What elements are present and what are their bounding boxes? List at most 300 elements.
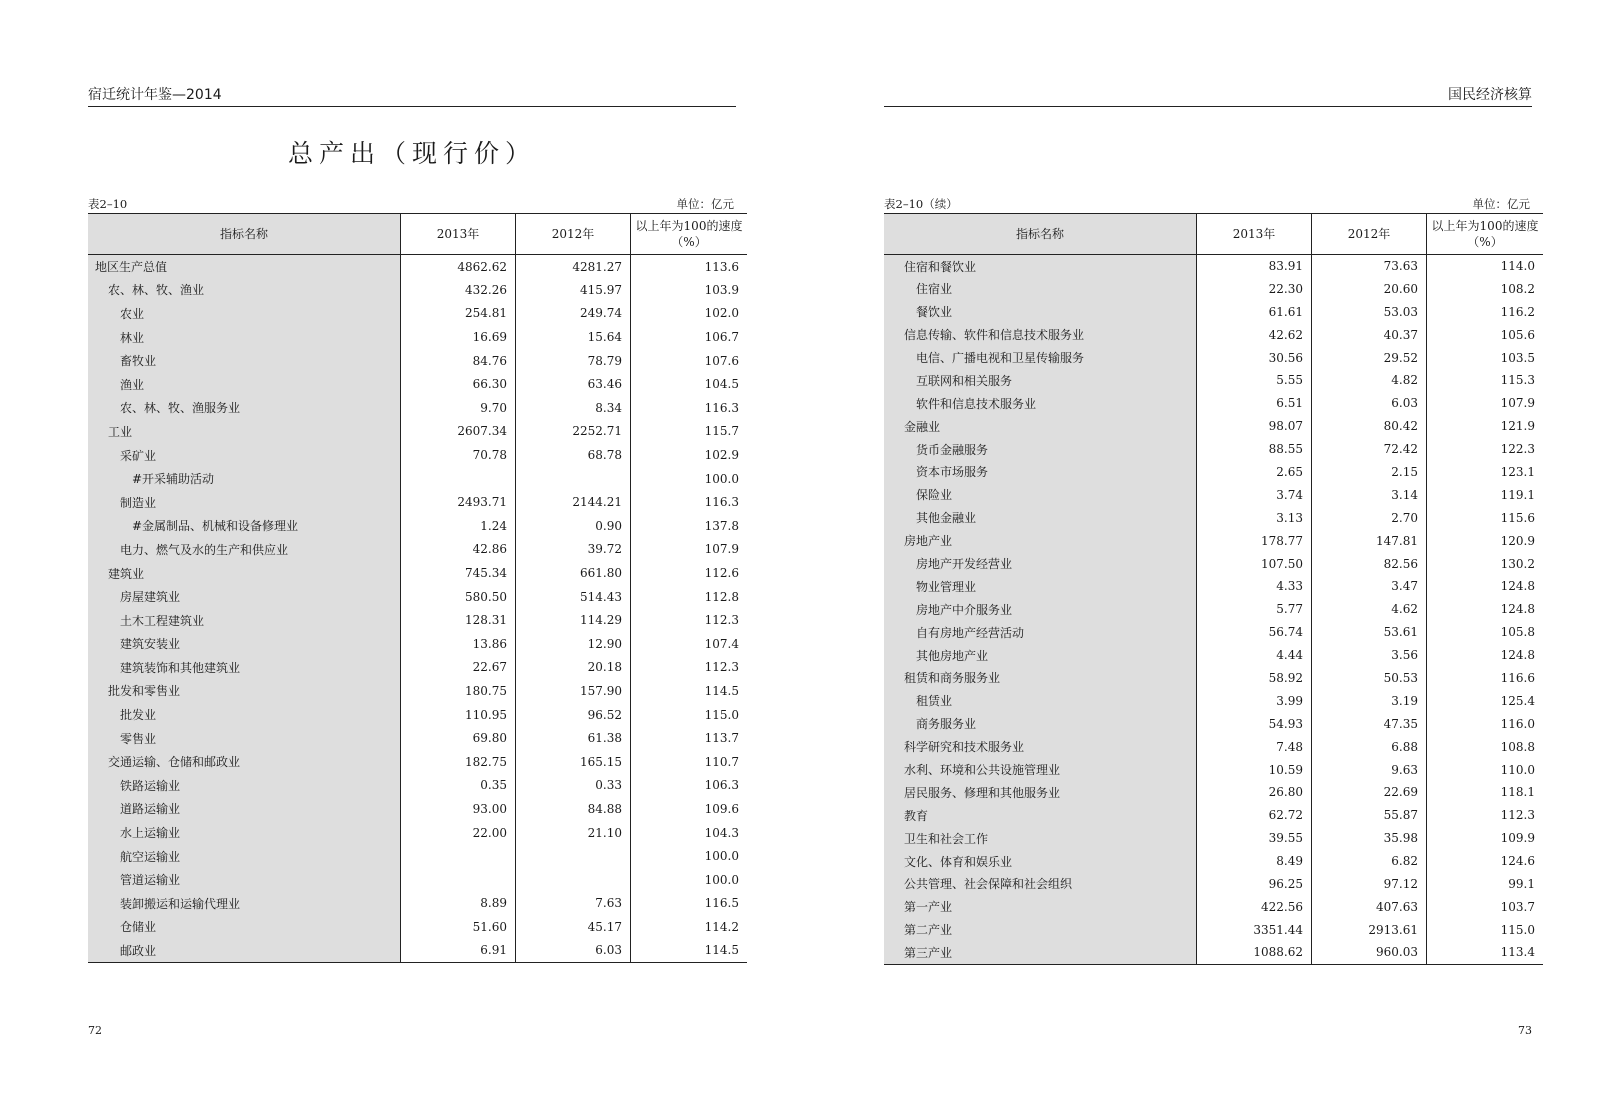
value-2012: 6.82 bbox=[1312, 850, 1427, 873]
table-row bbox=[884, 941, 1543, 964]
value-2012: 22.69 bbox=[1312, 781, 1427, 804]
value-2013: 178.77 bbox=[1197, 529, 1312, 552]
header-indicator: 指标名称 bbox=[884, 214, 1197, 255]
indicator-name: 批发业 bbox=[88, 703, 401, 727]
indicator-name: 货币金融服务 bbox=[884, 438, 1197, 461]
value-2012: 12.90 bbox=[516, 632, 631, 656]
table-row bbox=[884, 735, 1543, 758]
value-2012 bbox=[516, 868, 631, 892]
value-2013: 422.56 bbox=[1197, 895, 1312, 918]
value-2013: 2607.34 bbox=[401, 420, 516, 444]
indicator-name: 保险业 bbox=[884, 483, 1197, 506]
indicator-name: 邮政业 bbox=[88, 939, 401, 963]
table-number: 表2–10（续） bbox=[884, 197, 958, 211]
growth-rate: 110.0 bbox=[1427, 758, 1544, 781]
growth-rate: 116.5 bbox=[631, 892, 748, 916]
indicator-name: 农业 bbox=[88, 302, 401, 326]
indicator-name: 房地产开发经营业 bbox=[884, 552, 1197, 575]
table-row bbox=[884, 575, 1543, 598]
table-row bbox=[88, 679, 747, 703]
value-2012: 53.61 bbox=[1312, 621, 1427, 644]
value-2012: 40.37 bbox=[1312, 323, 1427, 346]
value-2013: 22.00 bbox=[401, 821, 516, 845]
value-2012: 72.42 bbox=[1312, 438, 1427, 461]
table-row bbox=[884, 712, 1543, 735]
value-2013: 62.72 bbox=[1197, 804, 1312, 827]
growth-rate: 113.7 bbox=[631, 726, 748, 750]
indicator-name: 科学研究和技术服务业 bbox=[884, 735, 1197, 758]
indicator-name: 文化、体育和娱乐业 bbox=[884, 850, 1197, 873]
table-row bbox=[88, 467, 747, 491]
value-2012: 4281.27 bbox=[516, 255, 631, 279]
value-2012: 82.56 bbox=[1312, 552, 1427, 575]
value-2012: 2.15 bbox=[1312, 461, 1427, 484]
table-row bbox=[884, 689, 1543, 712]
growth-rate: 104.3 bbox=[631, 821, 748, 845]
value-2013: 70.78 bbox=[401, 443, 516, 467]
value-2013: 4862.62 bbox=[401, 255, 516, 279]
value-2012: 4.82 bbox=[1312, 369, 1427, 392]
table-row bbox=[88, 774, 747, 798]
growth-rate: 104.5 bbox=[631, 372, 748, 396]
value-2012: 661.80 bbox=[516, 561, 631, 585]
growth-rate: 107.4 bbox=[631, 632, 748, 656]
value-2013 bbox=[401, 868, 516, 892]
indicator-name: 其他金融业 bbox=[884, 506, 1197, 529]
table-body bbox=[88, 255, 747, 963]
value-2012: 249.74 bbox=[516, 302, 631, 326]
value-2013: 128.31 bbox=[401, 608, 516, 632]
growth-rate: 100.0 bbox=[631, 467, 748, 491]
table-row bbox=[884, 827, 1543, 850]
growth-rate: 103.9 bbox=[631, 278, 748, 302]
indicator-name: 水上运输业 bbox=[88, 821, 401, 845]
table-row bbox=[884, 438, 1543, 461]
table-row bbox=[88, 514, 747, 538]
table-row bbox=[884, 483, 1543, 506]
value-2013: 254.81 bbox=[401, 302, 516, 326]
indicator-name: 地区生产总值 bbox=[88, 255, 401, 279]
growth-rate: 110.7 bbox=[631, 750, 748, 774]
growth-rate: 108.2 bbox=[1427, 277, 1544, 300]
value-2012 bbox=[516, 467, 631, 491]
value-2013: 22.67 bbox=[401, 656, 516, 680]
indicator-name: 农、林、牧、渔业 bbox=[88, 278, 401, 302]
table-row bbox=[88, 255, 747, 279]
growth-rate: 122.3 bbox=[1427, 438, 1544, 461]
growth-rate: 113.6 bbox=[631, 255, 748, 279]
table-row bbox=[88, 490, 747, 514]
value-2012: 114.29 bbox=[516, 608, 631, 632]
growth-rate: 116.6 bbox=[1427, 667, 1544, 690]
table-meta bbox=[884, 196, 1532, 212]
growth-rate: 115.0 bbox=[631, 703, 748, 727]
growth-rate: 124.8 bbox=[1427, 598, 1544, 621]
table-row bbox=[88, 561, 747, 585]
growth-rate: 112.8 bbox=[631, 585, 748, 609]
indicator-name: 住宿业 bbox=[884, 277, 1197, 300]
yearbook-title: 宿迁统计年鉴—2014 bbox=[88, 87, 222, 103]
value-2012: 96.52 bbox=[516, 703, 631, 727]
table-row bbox=[88, 656, 747, 680]
indicator-name: 卫生和社会工作 bbox=[884, 827, 1197, 850]
value-2012: 55.87 bbox=[1312, 804, 1427, 827]
table-row bbox=[884, 369, 1543, 392]
value-2013: 3.74 bbox=[1197, 483, 1312, 506]
table-row bbox=[884, 529, 1543, 552]
indicator-name: 渔业 bbox=[88, 372, 401, 396]
table-row bbox=[88, 349, 747, 373]
value-2013: 1.24 bbox=[401, 514, 516, 538]
table-row bbox=[88, 844, 747, 868]
value-2012: 0.33 bbox=[516, 774, 631, 798]
table-row bbox=[88, 278, 747, 302]
header-growth-rate: 以上年为100的速度（%） bbox=[1427, 214, 1544, 255]
indicator-name: 制造业 bbox=[88, 490, 401, 514]
growth-rate: 99.1 bbox=[1427, 873, 1544, 896]
growth-rate: 120.9 bbox=[1427, 529, 1544, 552]
table-row bbox=[88, 892, 747, 916]
indicator-name: 道路运输业 bbox=[88, 797, 401, 821]
value-2012: 15.64 bbox=[516, 325, 631, 349]
table-row bbox=[884, 277, 1543, 300]
table-row bbox=[884, 918, 1543, 941]
value-2012: 20.18 bbox=[516, 656, 631, 680]
running-header bbox=[884, 84, 1532, 107]
indicator-name: 建筑业 bbox=[88, 561, 401, 585]
growth-rate: 113.4 bbox=[1427, 941, 1544, 964]
value-2013: 6.51 bbox=[1197, 392, 1312, 415]
value-2013: 13.86 bbox=[401, 632, 516, 656]
indicator-name: 土木工程建筑业 bbox=[88, 608, 401, 632]
indicator-name: 航空运输业 bbox=[88, 844, 401, 868]
table-row bbox=[88, 797, 747, 821]
value-2012: 73.63 bbox=[1312, 255, 1427, 278]
indicator-name: 铁路运输业 bbox=[88, 774, 401, 798]
table-row bbox=[884, 552, 1543, 575]
value-2013: 8.49 bbox=[1197, 850, 1312, 873]
table-row bbox=[884, 346, 1543, 369]
value-2012: 9.63 bbox=[1312, 758, 1427, 781]
value-2013: 580.50 bbox=[401, 585, 516, 609]
indicator-name: 零售业 bbox=[88, 726, 401, 750]
value-2013: 66.30 bbox=[401, 372, 516, 396]
indicator-name: 第三产业 bbox=[884, 941, 1197, 964]
value-2013: 83.91 bbox=[1197, 255, 1312, 278]
growth-rate: 119.1 bbox=[1427, 483, 1544, 506]
table-row bbox=[884, 415, 1543, 438]
indicator-name: 自有房地产经营活动 bbox=[884, 621, 1197, 644]
value-2012: 2144.21 bbox=[516, 490, 631, 514]
value-2013: 180.75 bbox=[401, 679, 516, 703]
value-2012: 68.78 bbox=[516, 443, 631, 467]
growth-rate: 112.3 bbox=[631, 656, 748, 680]
table-row bbox=[884, 667, 1543, 690]
table-row bbox=[88, 585, 747, 609]
value-2013: 88.55 bbox=[1197, 438, 1312, 461]
value-2012: 8.34 bbox=[516, 396, 631, 420]
header-2012: 2012年 bbox=[1312, 214, 1427, 255]
value-2012: 514.43 bbox=[516, 585, 631, 609]
indicator-name: 装卸搬运和运输代理业 bbox=[88, 892, 401, 916]
growth-rate: 115.0 bbox=[1427, 918, 1544, 941]
value-2013: 2493.71 bbox=[401, 490, 516, 514]
value-2012: 21.10 bbox=[516, 821, 631, 845]
value-2013: 98.07 bbox=[1197, 415, 1312, 438]
value-2013: 51.60 bbox=[401, 915, 516, 939]
indicator-name: 互联网和相关服务 bbox=[884, 369, 1197, 392]
value-2013: 745.34 bbox=[401, 561, 516, 585]
value-2013: 0.35 bbox=[401, 774, 516, 798]
value-2012: 80.42 bbox=[1312, 415, 1427, 438]
table-row bbox=[88, 608, 747, 632]
indicator-name: 电力、燃气及水的生产和供应业 bbox=[88, 538, 401, 562]
growth-rate: 115.7 bbox=[631, 420, 748, 444]
indicator-name: 软件和信息技术服务业 bbox=[884, 392, 1197, 415]
value-2013: 3.99 bbox=[1197, 689, 1312, 712]
table-row bbox=[884, 758, 1543, 781]
indicator-name: 金融业 bbox=[884, 415, 1197, 438]
growth-rate: 103.7 bbox=[1427, 895, 1544, 918]
growth-rate: 114.2 bbox=[631, 915, 748, 939]
value-2012: 4.62 bbox=[1312, 598, 1427, 621]
value-2013: 61.61 bbox=[1197, 300, 1312, 323]
growth-rate: 137.8 bbox=[631, 514, 748, 538]
growth-rate: 109.6 bbox=[631, 797, 748, 821]
running-header bbox=[88, 84, 736, 107]
value-2013: 432.26 bbox=[401, 278, 516, 302]
indicator-name: 仓储业 bbox=[88, 915, 401, 939]
table-row bbox=[884, 873, 1543, 896]
value-2012: 407.63 bbox=[1312, 895, 1427, 918]
growth-rate: 100.0 bbox=[631, 844, 748, 868]
indicator-name: 租赁和商务服务业 bbox=[884, 667, 1197, 690]
value-2013: 16.69 bbox=[401, 325, 516, 349]
table-row bbox=[88, 726, 747, 750]
growth-rate: 109.9 bbox=[1427, 827, 1544, 850]
value-2013: 93.00 bbox=[401, 797, 516, 821]
growth-rate: 124.8 bbox=[1427, 644, 1544, 667]
table-row bbox=[88, 632, 747, 656]
table-number: 表2–10 bbox=[88, 197, 128, 211]
value-2012: 2.70 bbox=[1312, 506, 1427, 529]
indicator-name: #开采辅助活动 bbox=[88, 467, 401, 491]
table-row bbox=[88, 939, 747, 963]
table-row bbox=[88, 868, 747, 892]
indicator-name: 租赁业 bbox=[884, 689, 1197, 712]
growth-rate: 114.0 bbox=[1427, 255, 1544, 278]
chapter-title: 国民经济核算 bbox=[1448, 87, 1532, 103]
table-row bbox=[88, 396, 747, 420]
indicator-name: 物业管理业 bbox=[884, 575, 1197, 598]
value-2013: 107.50 bbox=[1197, 552, 1312, 575]
page-number: 73 bbox=[1518, 1024, 1532, 1037]
value-2013: 42.62 bbox=[1197, 323, 1312, 346]
indicator-name: 第一产业 bbox=[884, 895, 1197, 918]
value-2012: 3.19 bbox=[1312, 689, 1427, 712]
value-2013: 26.80 bbox=[1197, 781, 1312, 804]
value-2012: 35.98 bbox=[1312, 827, 1427, 850]
value-2012: 61.38 bbox=[516, 726, 631, 750]
header-2012: 2012年 bbox=[516, 214, 631, 255]
table-row bbox=[884, 300, 1543, 323]
table-row bbox=[884, 804, 1543, 827]
growth-rate: 130.2 bbox=[1427, 552, 1544, 575]
value-2012: 29.52 bbox=[1312, 346, 1427, 369]
growth-rate: 124.8 bbox=[1427, 575, 1544, 598]
indicator-name: 电信、广播电视和卫星传输服务 bbox=[884, 346, 1197, 369]
growth-rate: 115.3 bbox=[1427, 369, 1544, 392]
value-2012: 960.03 bbox=[1312, 941, 1427, 964]
indicator-name: 批发和零售业 bbox=[88, 679, 401, 703]
indicator-name: #金属制品、机械和设备修理业 bbox=[88, 514, 401, 538]
growth-rate: 112.3 bbox=[631, 608, 748, 632]
value-2012: 6.03 bbox=[1312, 392, 1427, 415]
growth-rate: 107.9 bbox=[1427, 392, 1544, 415]
value-2012 bbox=[516, 844, 631, 868]
growth-rate: 100.0 bbox=[631, 868, 748, 892]
value-2012: 3.56 bbox=[1312, 644, 1427, 667]
value-2012: 2252.71 bbox=[516, 420, 631, 444]
indicator-name: 管道运输业 bbox=[88, 868, 401, 892]
value-2013: 96.25 bbox=[1197, 873, 1312, 896]
indicator-name: 资本市场服务 bbox=[884, 461, 1197, 484]
indicator-name: 畜牧业 bbox=[88, 349, 401, 373]
indicator-name: 房地产业 bbox=[884, 529, 1197, 552]
value-2013: 5.77 bbox=[1197, 598, 1312, 621]
growth-rate: 105.6 bbox=[1427, 323, 1544, 346]
value-2013: 2.65 bbox=[1197, 461, 1312, 484]
table-row bbox=[884, 461, 1543, 484]
growth-rate: 106.7 bbox=[631, 325, 748, 349]
value-2012: 47.35 bbox=[1312, 712, 1427, 735]
growth-rate: 112.6 bbox=[631, 561, 748, 585]
table-row bbox=[884, 392, 1543, 415]
table-meta bbox=[88, 196, 736, 212]
value-2013: 42.86 bbox=[401, 538, 516, 562]
value-2012: 6.88 bbox=[1312, 735, 1427, 758]
growth-rate: 121.9 bbox=[1427, 415, 1544, 438]
growth-rate: 106.3 bbox=[631, 774, 748, 798]
value-2012: 6.03 bbox=[516, 939, 631, 963]
value-2013: 4.33 bbox=[1197, 575, 1312, 598]
table-row bbox=[884, 255, 1543, 278]
indicator-name: 交通运输、仓储和邮政业 bbox=[88, 750, 401, 774]
table-row bbox=[884, 850, 1543, 873]
growth-rate: 116.3 bbox=[631, 396, 748, 420]
growth-rate: 102.9 bbox=[631, 443, 748, 467]
indicator-name: 商务服务业 bbox=[884, 712, 1197, 735]
value-2013: 5.55 bbox=[1197, 369, 1312, 392]
growth-rate: 107.9 bbox=[631, 538, 748, 562]
growth-rate: 118.1 bbox=[1427, 781, 1544, 804]
unit-label: 单位：亿元 bbox=[1472, 197, 1530, 211]
indicator-name: 餐饮业 bbox=[884, 300, 1197, 323]
value-2013: 3.13 bbox=[1197, 506, 1312, 529]
value-2013: 10.59 bbox=[1197, 758, 1312, 781]
value-2013: 3351.44 bbox=[1197, 918, 1312, 941]
value-2012: 2913.61 bbox=[1312, 918, 1427, 941]
value-2013: 84.76 bbox=[401, 349, 516, 373]
indicator-name: 住宿和餐饮业 bbox=[884, 255, 1197, 278]
table-row bbox=[88, 443, 747, 467]
value-2013 bbox=[401, 467, 516, 491]
value-2012: 84.88 bbox=[516, 797, 631, 821]
indicator-name: 农、林、牧、渔服务业 bbox=[88, 396, 401, 420]
indicator-name: 房屋建筑业 bbox=[88, 585, 401, 609]
value-2013: 69.80 bbox=[401, 726, 516, 750]
indicator-name: 教育 bbox=[884, 804, 1197, 827]
growth-rate: 108.8 bbox=[1427, 735, 1544, 758]
value-2013: 7.48 bbox=[1197, 735, 1312, 758]
page-number: 72 bbox=[88, 1024, 102, 1037]
header-2013: 2013年 bbox=[401, 214, 516, 255]
value-2012: 53.03 bbox=[1312, 300, 1427, 323]
unit-label: 单位：亿元 bbox=[676, 197, 734, 211]
value-2012: 50.53 bbox=[1312, 667, 1427, 690]
growth-rate: 116.0 bbox=[1427, 712, 1544, 735]
value-2013: 6.91 bbox=[401, 939, 516, 963]
table-row bbox=[884, 323, 1543, 346]
value-2013: 39.55 bbox=[1197, 827, 1312, 850]
header-indicator: 指标名称 bbox=[88, 214, 401, 255]
table-row bbox=[88, 372, 747, 396]
indicator-name: 建筑安装业 bbox=[88, 632, 401, 656]
value-2012: 147.81 bbox=[1312, 529, 1427, 552]
growth-rate: 114.5 bbox=[631, 939, 748, 963]
indicator-name: 林业 bbox=[88, 325, 401, 349]
indicator-name: 居民服务、修理和其他服务业 bbox=[884, 781, 1197, 804]
header-growth-rate: 以上年为100的速度（%） bbox=[631, 214, 748, 255]
growth-rate: 116.2 bbox=[1427, 300, 1544, 323]
table-row bbox=[88, 750, 747, 774]
page-title: 总产出（现行价） bbox=[287, 139, 536, 168]
value-2013: 182.75 bbox=[401, 750, 516, 774]
indicator-name: 建筑装饰和其他建筑业 bbox=[88, 656, 401, 680]
value-2012: 3.14 bbox=[1312, 483, 1427, 506]
table-row bbox=[884, 781, 1543, 804]
growth-rate: 107.6 bbox=[631, 349, 748, 373]
indicator-name: 采矿业 bbox=[88, 443, 401, 467]
growth-rate: 103.5 bbox=[1427, 346, 1544, 369]
table-row bbox=[88, 703, 747, 727]
value-2013: 22.30 bbox=[1197, 277, 1312, 300]
value-2013 bbox=[401, 844, 516, 868]
growth-rate: 116.3 bbox=[631, 490, 748, 514]
indicator-name: 其他房地产业 bbox=[884, 644, 1197, 667]
table-row bbox=[884, 598, 1543, 621]
growth-rate: 102.0 bbox=[631, 302, 748, 326]
value-2012: 39.72 bbox=[516, 538, 631, 562]
table-row bbox=[88, 325, 747, 349]
value-2013: 30.56 bbox=[1197, 346, 1312, 369]
growth-rate: 115.6 bbox=[1427, 506, 1544, 529]
value-2013: 9.70 bbox=[401, 396, 516, 420]
value-2013: 58.92 bbox=[1197, 667, 1312, 690]
growth-rate: 123.1 bbox=[1427, 461, 1544, 484]
table-row bbox=[88, 538, 747, 562]
value-2013: 56.74 bbox=[1197, 621, 1312, 644]
value-2013: 110.95 bbox=[401, 703, 516, 727]
value-2012: 20.60 bbox=[1312, 277, 1427, 300]
value-2012: 45.17 bbox=[516, 915, 631, 939]
value-2012: 165.15 bbox=[516, 750, 631, 774]
table-body bbox=[884, 255, 1543, 965]
indicator-name: 公共管理、社会保障和社会组织 bbox=[884, 873, 1197, 896]
header-2013: 2013年 bbox=[1197, 214, 1312, 255]
table-row bbox=[88, 302, 747, 326]
value-2012: 0.90 bbox=[516, 514, 631, 538]
